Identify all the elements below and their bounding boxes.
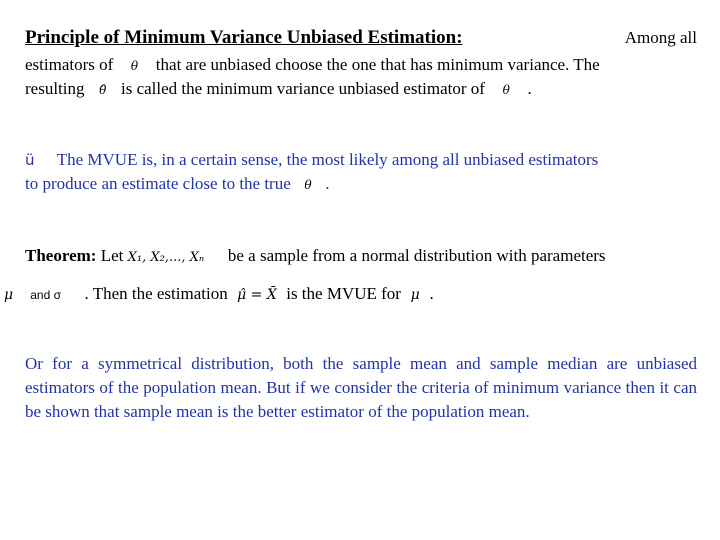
principle-line2-b: that are unbiased choose the one that has minimum variance. The <box>155 55 600 74</box>
bullet-text-1: The MVUE is, in a certain sense, the most likely among all unbiased estimators <box>56 150 599 169</box>
estimator-equation: μ̂ = X̄ <box>237 287 277 303</box>
conclusion-paragraph: Or for a symmetrical distribution, both the sample mean and sample median are unbiased estimators of the population mean. But if we consider the criteria of minimum variance then it can be shown that sample mean is the better estimator of the population mean. <box>25 354 697 421</box>
theorem-rest-1: be a sample from a normal distribution with parameters <box>227 246 606 265</box>
principle-line3-end: . <box>527 79 532 98</box>
theorem-line-1 <box>25 244 697 270</box>
mu-symbol: μ <box>4 287 14 303</box>
theorem-then: . Then the estimation <box>84 284 228 303</box>
principle-line3-b: is called the minimum variance unbiased estimator of <box>121 79 485 98</box>
principle-line-1 <box>25 26 697 50</box>
principle-line1-rest: Among all <box>624 28 697 47</box>
theta-symbol-2: θ <box>502 83 510 97</box>
principle-line-3 <box>25 77 532 102</box>
principle-heading: Principle of Minimum Variance Unbiased Estimation: <box>25 27 463 48</box>
theta-hat-symbol: θ̂ <box>99 83 107 97</box>
theorem-line-2 <box>4 282 434 307</box>
theorem-end: . <box>429 284 434 303</box>
theorem-let: Let <box>100 246 124 265</box>
check-icon: ü <box>25 151 35 169</box>
principle-line-2 <box>25 53 697 78</box>
bullet-line-2 <box>25 172 330 197</box>
theta-symbol-3: θ <box>304 178 312 192</box>
mu-symbol-2: μ <box>410 287 420 303</box>
and-sigma: and σ <box>30 288 62 302</box>
theorem-is-mvue: is the MVUE for <box>286 284 401 303</box>
principle-line2-a: estimators of <box>25 55 114 74</box>
bullet-text-2: to produce an estimate close to the true <box>25 174 291 193</box>
bullet-end: . <box>325 174 330 193</box>
sample-variables: X₁, X₂,..., Xₙ <box>127 250 205 265</box>
theorem-label: Theorem: <box>25 246 97 265</box>
theta-symbol: θ <box>130 59 139 73</box>
bullet-line-1 <box>25 148 598 172</box>
principle-line3-a: resulting <box>25 79 85 98</box>
